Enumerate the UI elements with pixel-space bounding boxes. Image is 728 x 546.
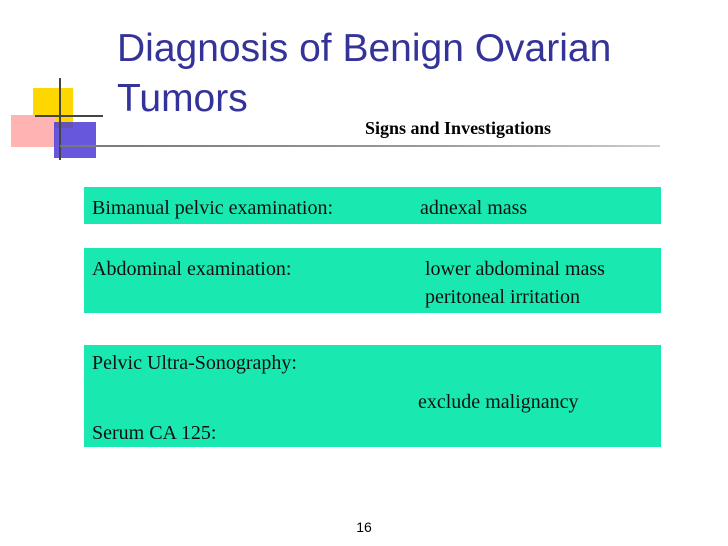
finding-box-abdominal xyxy=(84,248,661,313)
finding-box-investigations xyxy=(84,345,661,447)
decoration-pink-square xyxy=(11,115,55,147)
finding-value: exclude malignancy xyxy=(418,391,579,413)
slide-subtitle: Signs and Investigations xyxy=(365,118,552,138)
finding-label: Bimanual pelvic examination: xyxy=(92,197,334,219)
finding-box-bimanual xyxy=(84,187,661,224)
finding-label: Abdominal examination: xyxy=(92,258,292,280)
finding-label: Pelvic Ultra-Sonography: xyxy=(92,352,297,374)
finding-value: lower abdominal mass xyxy=(425,258,605,280)
title-divider xyxy=(60,145,660,147)
page-number: 16 xyxy=(356,519,372,535)
decoration-vertical-line xyxy=(59,78,61,160)
slide-title: Diagnosis of Benign Ovarian Tumors xyxy=(117,27,612,120)
finding-value: adnexal mass xyxy=(420,197,528,219)
finding-value: peritoneal irritation xyxy=(425,286,580,308)
finding-label: Serum CA 125: xyxy=(92,422,217,444)
decoration-horizontal-line xyxy=(35,115,103,117)
